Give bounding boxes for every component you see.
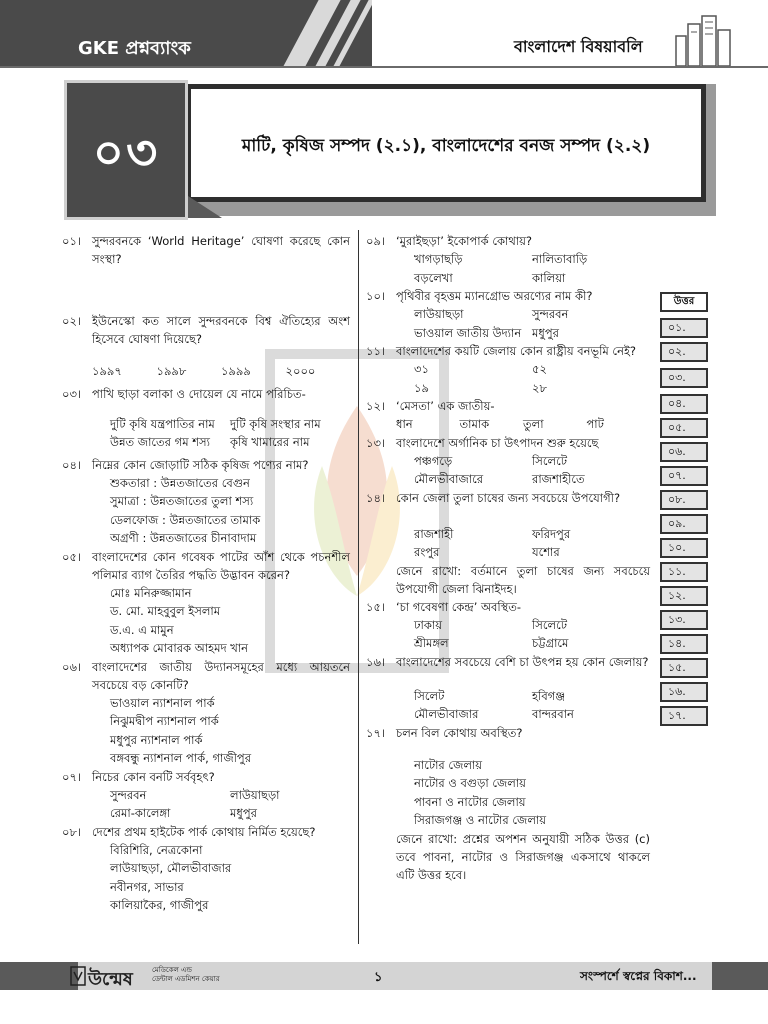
answer-box-07: ০৭. — [660, 466, 708, 486]
option: দুটি কৃষি যন্ত্রপাতির নাম — [110, 416, 215, 431]
option: ড.এ. এ মামুন — [110, 622, 174, 637]
option: পঞ্চগড়ে — [414, 453, 453, 468]
option: যশোর — [532, 545, 560, 559]
option: রাজশাহী — [414, 526, 454, 541]
option: ঢাকায় — [414, 617, 442, 632]
option: খাগড়াছড়ি — [414, 252, 463, 266]
question-05: ০৫। বাংলাদেশের কোন গবেষক পাটের আঁশ থেকে পচনশীল পলিমার ব্যাগ তৈরির পদ্ধতি উদ্ভাবন করেন? মোঃ মনিরুজ্জামান ড. মো. মাহবুবুল ইসলাম ড.এ. এ মামুন অধ্যাপক মোবারক আহমদ খান — [62, 548, 350, 658]
answer-box-14: ১৪. — [660, 634, 708, 654]
answer-box-04: ০৪. — [660, 394, 708, 414]
question-15: ১৫। ‘চা গবেষণা কেন্দ্র’ অবস্থিত- ঢাকায় সিলেটে শ্রীমঙ্গল চট্টগ্রামে — [366, 598, 650, 653]
option: সিরাজগঞ্জ ও নাটোর জেলায় — [414, 813, 547, 827]
chapter-title: মাটি, কৃষিজ সম্পদ (২.১), বাংলাদেশের বনজ সম্পদ (২.২) — [241, 136, 651, 156]
option: পাট — [586, 417, 604, 431]
option: চট্টগ্রামে — [532, 636, 569, 650]
option: তামাক — [459, 417, 490, 431]
question-13: ১৩। বাংলাদেশে অর্গানিক চা উৎপাদন শুরু হয়েছে পঞ্চগড়ে সিলেটে মৌলভীবাজারে রাজশাহীতে — [366, 434, 650, 489]
question-06: ০৬। বাংলাদেশের জাতীয় উদ্যানসমূহের মধ্যে আয়তনে সবচেয়ে বড় কোনটি? ভাওয়াল ন্যাশনাল পার্ক নিঝুমদ্বীপ ন্যাশনাল পার্ক মধুপুর ন্যাশনাল পার্ক বঙ্গবন্ধু ন্যাশনাল পার্ক, গাজীপুর — [62, 658, 350, 768]
option: রাজশাহীতে — [532, 472, 585, 486]
footer-accent-right — [712, 962, 768, 990]
option: নাটোর জেলায় — [414, 757, 483, 772]
option: মৌলভীবাজার — [414, 707, 479, 721]
header-divider — [0, 66, 768, 68]
option: ১৯৯৭ — [92, 364, 122, 378]
option: ভাওয়াল ন্যাশনাল পার্ক — [110, 695, 215, 710]
answer-box-15: ১৫. — [660, 658, 708, 678]
option: ডেলফোজ : উন্নতজাতের তামাক — [110, 512, 261, 527]
question-14: ১৪। কোন জেলা তুলা চাষের জন্য সবচেয়ে উপযোগী? রাজশাহী ফরিদপুর রংপুর যশোর জেনে রাখো: বর্তমানে তুলা চাষের জন্য সবচেয়ে উপযোগী জেলা ঝিনাইদহ। — [366, 490, 650, 596]
question-07: ০৭। নিচের কোন বনটি সর্ববৃহৎ? সুন্দরবন লাউয়াছড়া রেমা-কালেঙ্গা মধুপুর — [62, 768, 350, 823]
answer-box-16: ১৬. — [660, 682, 708, 702]
option: উন্নত জাতের গম শস্য — [110, 435, 210, 449]
answer-box-11: ১১. — [660, 562, 708, 582]
option: লাউয়াছড়া — [230, 787, 280, 802]
chapter-number: ০৩ — [92, 125, 160, 181]
left-question-column — [62, 232, 350, 915]
option: সিলেটে — [532, 453, 567, 468]
option: সুন্দরবন — [110, 787, 147, 802]
question-08: ০৮। দেশের প্রথম হাইটেক পার্ক কোথায় নির্মিত হয়েছে? বিরিশিরি, নেত্রকোনা লাউয়াছড়া, মৌলভীবাজার নবীনগর, সাভার কালিয়াকৈর, গাজীপুর — [62, 823, 350, 915]
logo-icon — [70, 966, 86, 986]
option: নালিতাবাড়ি — [532, 252, 588, 266]
option: বিরিশিরি, নেত্রকোনা — [110, 842, 203, 857]
option: নাটোর ও বগুড়া জেলায় — [414, 776, 526, 790]
option: লাউয়াছড়া, মৌলভীবাজার — [110, 861, 232, 875]
option: কালিয়া — [532, 270, 566, 285]
answer-box-02: ০২. — [660, 342, 708, 362]
option: ভাওয়াল জাতীয় উদ্যান — [414, 325, 522, 340]
brand-title: GKE প্রশ্নব্যাংক — [78, 38, 191, 59]
answer-box-13: ১৩. — [660, 610, 708, 630]
answer-box-12: ১২. — [660, 586, 708, 606]
option: শ্রীমঙ্গল — [414, 636, 449, 650]
option: বড়লেখা — [414, 270, 453, 285]
question-04: ০৪। নিম্নের কোন জোড়াটি সঠিক কৃষিজ পণ্যের নাম? শুকতারা : উন্নতজাতের বেগুন সুমাত্রা : উন্নতজাতের তুলা শস্য ডেলফোজ : উন্নতজাতের তামাক অগ্রণী : উন্নতজাতের চীনাবাদাম — [62, 456, 350, 548]
note-text: জেনে রাখো: প্রশ্নের অপশন অনুযায়ী সঠিক উত্তর (c) তবে পাবনা, নাটোর ও সিরাজগঞ্জ একসাথে থাকলে এটি উত্তর হবে। — [396, 831, 650, 882]
option: লাউয়াছড়া — [414, 307, 464, 321]
option: নিঝুমদ্বীপ ন্যাশনাল পার্ক — [110, 714, 219, 728]
option: হবিগঞ্জ — [532, 688, 566, 703]
option: অধ্যাপক মোবারক আহমদ খান — [110, 641, 249, 655]
option: ৩১ — [414, 362, 429, 376]
option: অগ্রণী : উন্নতজাতের চীনাবাদাম — [110, 531, 257, 545]
answer-box-17: ১৭. — [660, 706, 708, 726]
question-16: ১৬। বাংলাদেশের সবচেয়ে বেশি চা উৎপন্ন হয় কোন জেলায়? সিলেট হবিগঞ্জ মৌলভীবাজার বান্দরবান — [366, 653, 650, 724]
option: বান্দরবান — [532, 707, 574, 721]
answer-box-05: ০৫. — [660, 418, 708, 438]
option: শুকতারা : উন্নতজাতের বেগুন — [110, 475, 250, 490]
question-10: ১০। পৃথিবীর বৃহত্তম ম্যানগ্রোভ অরণ্যের নাম কী? লাউয়াছড়া সুন্দরবন ভাওয়াল জাতীয় উদ্যান মধুপুর — [366, 287, 650, 342]
footer-logo-subtitle: মেডিকেল এন্ড ডেন্টাল এডমিশন কেয়ার — [152, 966, 220, 983]
option: দুটি কৃষি সংস্থার নাম — [230, 416, 321, 431]
option: মধুপুর — [532, 325, 559, 340]
option: ১৯৯৯ — [221, 364, 251, 378]
option: মোঃ মনিরুজ্জামান — [110, 585, 192, 600]
page-number: ১ — [374, 970, 383, 985]
answer-box-01: ০১. — [660, 318, 708, 338]
subject-title: বাংলাদেশ বিষয়াবলি — [514, 37, 643, 56]
option: ৫২ — [532, 362, 547, 376]
building-icon — [672, 14, 736, 66]
option: সুন্দরবন — [532, 307, 569, 321]
option: বঙ্গবন্ধু ন্যাশনাল পার্ক, গাজীপুর — [110, 751, 252, 765]
option: রংপুর — [414, 545, 440, 559]
option: সুমাত্রা : উন্নতজাতের তুলা শস্য — [110, 494, 254, 508]
option: মধুপুর — [230, 806, 257, 820]
option: ১৯৯৮ — [156, 364, 187, 378]
answer-box-09: ০৯. — [660, 514, 708, 534]
option: ২০০০ — [285, 364, 316, 378]
note-text: জেনে রাখো: বর্তমানে তুলা চাষের জন্য সবচেয়ে উপযোগী জেলা ঝিনাইদহ। — [396, 563, 650, 596]
answer-box-06: ০৬. — [660, 442, 708, 462]
answer-header: উত্তর — [660, 292, 708, 312]
answer-box-10: ১০. — [660, 538, 708, 558]
answer-box-08: ০৮. — [660, 490, 708, 510]
footer-logo: উন্মেষ — [88, 969, 133, 990]
question-02: ০২। ইউনেস্কো কত সালে সুন্দরবনকে বিশ্ব ঐতিহ্যের অংশ হিসেবে ঘোষণা দিয়েছে? ১৯৯৭ ১৯৯৮ ১৯৯৯ ২০০০ — [62, 312, 350, 381]
option: ফরিদপুর — [532, 526, 571, 541]
question-03: ০৩। পাখি ছাড়া বলাকা ও দোয়েল যে নামে পরিচিত- দুটি কৃষি যন্ত্রপাতির নাম দুটি কৃষি সংস্থার নাম উন্নত জাতের গম শস্য কৃষি খামারের নাম — [62, 385, 350, 452]
option: কৃষি খামারের নাম — [230, 435, 310, 449]
right-question-column — [366, 232, 650, 884]
option: ড. মো. মাহবুবুল ইসলাম — [110, 604, 221, 618]
question-17: ১৭। চলন বিল কোথায় অবস্থিত? নাটোর জেলায় নাটোর ও বগুড়া জেলায় পাবনা ও নাটোর জেলায় সিরাজগঞ্জ ও নাটোর জেলায় জেনে রাখো: প্রশ্নের অপশন অনুযায়ী সঠিক উত্তর (c) তবে পাবনা, নাটোর ও সিরাজগঞ্জ একসাথে থাকলে এটি উত্তর হবে। — [366, 725, 650, 882]
answer-box-03: ০৩. — [660, 368, 708, 388]
chapter-number-box — [64, 80, 188, 220]
footer-slogan: সংস্পর্শে স্বপ্নের বিকাশ... — [580, 969, 697, 983]
option: তুলা — [523, 417, 544, 431]
question-01: ০১। সুন্দরবনকে ‘World Heritage’ ঘোষণা করেছে কোন সংস্থা? — [62, 234, 350, 266]
option: কালিয়াকৈর, গাজীপুর — [110, 898, 209, 912]
banner-accent — [188, 196, 222, 218]
column-divider — [358, 230, 359, 944]
option: সিলেট — [414, 688, 445, 703]
chapter-title-box — [186, 84, 706, 202]
option: ধান — [396, 417, 413, 431]
option: নবীনগর, সাভার — [110, 879, 184, 894]
question-11: ১১। বাংলাদেশের কয়টি জেলায় কোন রাষ্ট্রীয় বনভূমি নেই? ৩১ ৫২ ১৯ ২৮ — [366, 342, 650, 397]
option: ১৯ — [414, 380, 429, 395]
footer-accent-left — [0, 962, 78, 990]
option: ২৮ — [532, 380, 547, 395]
option: মধুপুর ন্যাশনাল পার্ক — [110, 732, 203, 747]
option: সিলেটে — [532, 617, 567, 632]
option: রেমা-কালেঙ্গা — [110, 806, 171, 820]
question-09: ০৯। ‘মুরাইছড়া’ ইকোপার্ক কোথায়? খাগড়াছড়ি নালিতাবাড়ি বড়লেখা কালিয়া — [366, 232, 650, 287]
question-12: ১২। ‘মেসতা’ এক জাতীয়- ধান তামাক তুলা পাট — [366, 397, 650, 434]
option: পাবনা ও নাটোর জেলায় — [414, 794, 526, 809]
option: মৌলভীবাজারে — [414, 472, 484, 486]
